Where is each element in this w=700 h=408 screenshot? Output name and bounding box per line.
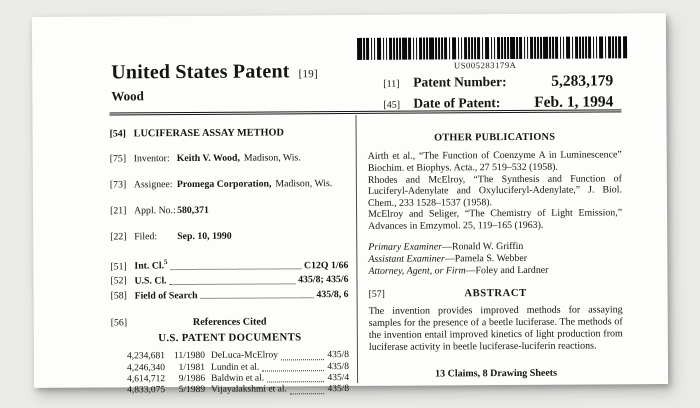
filed-label: Filed: bbox=[134, 231, 158, 243]
date-of-patent-label: Date of Patent: bbox=[413, 95, 501, 111]
patent-number-row bbox=[357, 72, 613, 92]
cited-patent-name: Vijayalakshmi et al. bbox=[211, 384, 287, 396]
appl-no-value: 580,371 bbox=[177, 205, 209, 217]
attorney-name: Foley and Lardner bbox=[475, 264, 549, 277]
cited-patents-list bbox=[111, 350, 349, 397]
invention-title: LUCIFERASE ASSAY METHOD bbox=[133, 127, 284, 140]
patent-title bbox=[111, 60, 318, 84]
dotted-leader bbox=[267, 381, 324, 382]
inventor-row bbox=[110, 152, 348, 164]
inventor-bracket: [75] bbox=[109, 153, 127, 165]
cited-patent-class: 435/8 bbox=[327, 384, 350, 395]
us-cl-bracket: [52] bbox=[110, 275, 127, 287]
cited-patent-number: 4,246,340 bbox=[126, 362, 166, 374]
appl-no-row bbox=[110, 204, 348, 216]
us-cl-value: 435/8; 435/6 bbox=[298, 274, 349, 286]
filed-row bbox=[110, 230, 348, 242]
inventor-location: Madison, Wis. bbox=[243, 152, 301, 165]
references-cited-heading bbox=[111, 316, 349, 328]
abstract-title: ABSTRACT bbox=[464, 288, 527, 300]
patent-number-bracket: [11] bbox=[383, 78, 400, 90]
title-kind-code: [19] bbox=[298, 68, 318, 81]
primary-examiner-name: Ronald W. Griffin bbox=[451, 240, 524, 252]
cited-patent-name: Baldwin et al. bbox=[211, 373, 265, 384]
assignee-location: Madison, Wis. bbox=[275, 178, 333, 190]
dotted-leader bbox=[262, 370, 324, 371]
two-column-body bbox=[109, 114, 623, 396]
attorney-row bbox=[368, 264, 622, 278]
field-of-search-row bbox=[111, 286, 349, 302]
applicant-name: Wood bbox=[111, 88, 144, 104]
appl-no-label: Appl. No.: bbox=[134, 205, 176, 217]
filed-bracket: [22] bbox=[110, 231, 127, 243]
patent-front-page bbox=[32, 13, 668, 396]
field-of-search-label: Field of Search bbox=[134, 289, 198, 302]
primary-examiner-label: Primary Examiner bbox=[368, 240, 443, 253]
assignee-row bbox=[110, 178, 348, 190]
header-right bbox=[357, 36, 613, 113]
em-dash: — bbox=[444, 253, 455, 265]
dotted-leader bbox=[281, 359, 324, 360]
dotted-leader bbox=[171, 268, 301, 270]
int-cl-sup: 5 bbox=[164, 258, 168, 267]
int-cl-label: Int. Cl.$^5$ bbox=[134, 258, 168, 272]
barcode bbox=[357, 36, 613, 60]
abstract-heading bbox=[369, 287, 623, 300]
left-column bbox=[109, 115, 357, 396]
int-cl-bracket: [51] bbox=[110, 261, 127, 273]
us-cl-label: U.S. Cl. bbox=[134, 275, 167, 287]
assistant-examiner-name: Pamela S. Webber bbox=[454, 252, 528, 265]
cited-patent-name: Lundin et al. bbox=[210, 362, 260, 373]
assignee-label: Assignee: bbox=[133, 179, 173, 191]
appl-no-bracket: [21] bbox=[110, 205, 127, 217]
assignee-name: Promega Corporation, bbox=[176, 178, 272, 191]
us-patent-documents-heading: U.S. PATENT DOCUMENTS bbox=[158, 331, 302, 345]
examiner-block bbox=[368, 240, 622, 278]
cited-patent-number: 4,833,075 bbox=[127, 385, 166, 396]
cited-patent-class: 435/8 bbox=[327, 361, 350, 372]
date-of-patent-row bbox=[357, 93, 613, 113]
assistant-examiner-label: Assistant Examiner bbox=[368, 253, 445, 265]
cited-patent-date: 9/1986 bbox=[178, 373, 206, 385]
right-column bbox=[355, 114, 623, 384]
abstract-bracket: [57] bbox=[368, 288, 385, 301]
field-of-search-bracket: [58] bbox=[110, 290, 127, 302]
dotted-leader bbox=[170, 283, 296, 285]
publication-item: Airth et al., “The Function of Coenzyme A in Luminescence” Biochim. et Biophys. Acta., 27 519–532 (1958). bbox=[367, 149, 622, 174]
date-of-patent-bracket: [45] bbox=[383, 99, 401, 111]
em-dash: — bbox=[442, 240, 452, 252]
claims-line: 13 Claims, 8 Drawing Sheets bbox=[435, 368, 558, 380]
attorney-label: Attorney, Agent, or Firm bbox=[368, 265, 466, 277]
cited-patent-class: 435/8 bbox=[327, 350, 349, 361]
us-cl-row bbox=[110, 271, 348, 287]
inventor-label: Inventor: bbox=[133, 153, 170, 165]
invention-title-row bbox=[110, 127, 348, 139]
cited-patent-number: 4,234,681 bbox=[126, 351, 165, 362]
invention-title-bracket: [54] bbox=[109, 128, 126, 140]
publications-list bbox=[368, 150, 622, 233]
assignee-bracket: [73] bbox=[109, 179, 127, 191]
cited-patent-date: 1/1981 bbox=[178, 362, 206, 373]
date-of-patent-value: Feb. 1, 1994 bbox=[534, 93, 614, 111]
other-publications-heading: OTHER PUBLICATIONS bbox=[434, 132, 556, 144]
cited-patent-class: 435/4 bbox=[327, 373, 350, 384]
references-cited-title: References Cited bbox=[192, 316, 267, 329]
references-cited-bracket: [56] bbox=[110, 317, 128, 329]
dotted-leader bbox=[290, 393, 325, 394]
patent-title-text: United States Patent bbox=[111, 60, 290, 84]
abstract-text: The invention provides improved methods for assaying samples for the presence of a beetle luciferase. The methods of the invention entail improved kinetics of light production from luciferase activity in beetle luciferase-luciferin reactions. bbox=[368, 304, 623, 353]
header-left bbox=[111, 60, 318, 104]
em-dash: — bbox=[465, 265, 476, 277]
int-cl-row bbox=[110, 256, 348, 272]
patent-header bbox=[109, 13, 622, 112]
dotted-leader bbox=[201, 298, 314, 300]
cited-patent-name: DeLuca-McElroy bbox=[210, 350, 278, 362]
cited-patent-number: 4,614,712 bbox=[127, 374, 166, 385]
filed-value: Sep. 10, 1990 bbox=[177, 231, 232, 243]
classification-block bbox=[110, 256, 348, 301]
field-of-search-value: 435/8, 6 bbox=[316, 289, 349, 301]
publication-item: McElroy and Seliger, “The Chemistry of Light Emission,” Advances in Emzymol. 25, 119–165 (1963). bbox=[368, 207, 623, 232]
int-cl-value: C12Q 1/66 bbox=[304, 259, 349, 271]
cited-patent-date: 11/1980 bbox=[174, 351, 205, 362]
patent-number-label: Patent Number: bbox=[413, 74, 507, 90]
cited-patent-date: 5/1989 bbox=[178, 385, 206, 396]
patent-number-value: 5,283,179 bbox=[551, 72, 614, 90]
barcode-label: US005283179A bbox=[453, 59, 517, 71]
publication-item: Rhodes and McElroy, “The Synthesis and Function of Luciferyl-Adenylate and Oxyluciferyl-Adenylate,” J. Biol. Chem., 233 1528–1537 (1958). bbox=[367, 172, 622, 209]
cited-patent-row bbox=[111, 384, 349, 397]
inventor-name: Keith V. Wood, bbox=[176, 153, 240, 165]
